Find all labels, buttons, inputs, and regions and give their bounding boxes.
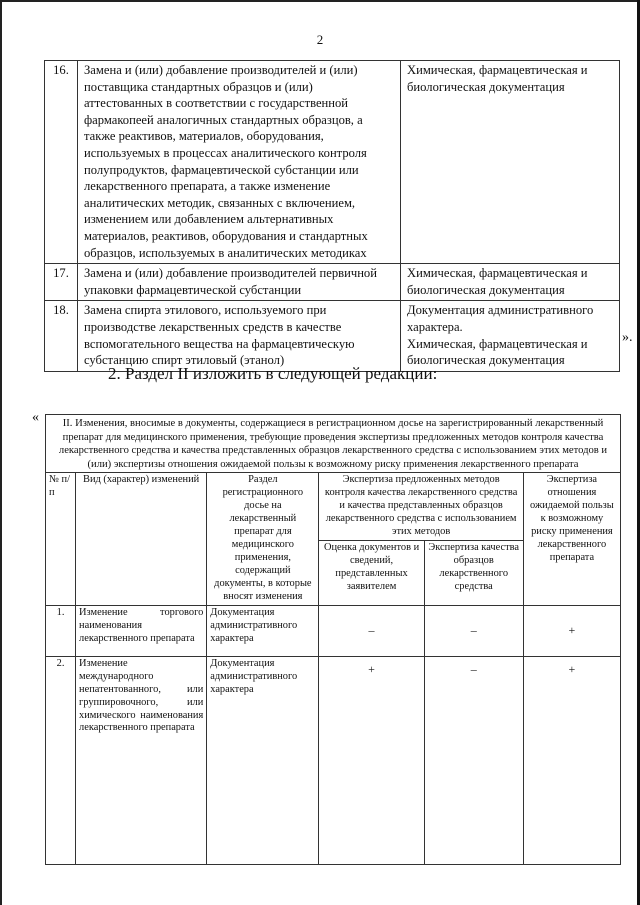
amendment-paragraph: 2. Раздел II изложить в следующей редакции: (108, 364, 438, 383)
samples-mark: – (424, 656, 523, 864)
risk-mark: + (523, 605, 620, 656)
dossier-section: Химическая, фармацевтическая и биологическая документация (401, 61, 620, 264)
dossier-section (401, 301, 620, 371)
header-evaluation: Оценка документов и сведений, представленных заявителем (319, 540, 424, 605)
change-description: Замена и (или) добавление производителей и (или) поставщика стандартных образцов и (или) аттестованных в соответствии с государственной фармакопеей аналогичных стандартных образцов, а также реактивов, материалов, оборудования, используемых в процессах аналитического контроля полупродуктов, фармацевтической субстанции или лекарственного препарата, а также изменение аналитических методик, связанных с включением, изменением или добавлением альтернативных материалов, реактивов, оборудования и стандартных образцов, используемых в аналитических методиках (78, 61, 401, 264)
risk-mark: + (523, 656, 620, 864)
header-number: № п/п (46, 473, 76, 606)
table-row (46, 605, 621, 656)
opening-quote: « (32, 410, 39, 425)
change-kind: Изменение торгового наименования лекарственного препарата (76, 605, 207, 656)
row-number: 1. (46, 605, 76, 656)
table-header-row (46, 473, 621, 541)
evaluation-mark: + (319, 656, 424, 864)
dossier-section-line: Химическая, фармацевтическая и биологическая документация (407, 336, 588, 368)
table-title-row (46, 415, 621, 473)
table-row (45, 264, 620, 301)
dossier-section: Химическая, фармацевтическая и биологическая документация (401, 264, 620, 301)
change-kind: Изменение международного непатентованного, или группировочного, или химического наименования лекарственного препарата (76, 656, 207, 864)
row-number: 2. (46, 656, 76, 864)
header-methods-group: Экспертиза предложенных методов контроля качества лекарственного средства и качества представленных образцов лекарственного средства с использованием этих методов (319, 473, 523, 541)
dossier-section: Документация административного характера (207, 656, 319, 864)
dossier-section-line: Документация административного характера. (407, 303, 594, 334)
evaluation-mark: – (319, 605, 424, 656)
change-description: Замена спирта этилового, используемого при производстве лекарственных средств в качестве вспомогательного вещества на фармацевтическую субстанцию спирт этиловый (этанол) (78, 301, 401, 371)
header-samples: Экспертиза качества образцов лекарственного средства (424, 540, 523, 605)
changes-table-continued (44, 60, 620, 372)
row-number: 18. (45, 301, 78, 371)
row-number: 17. (45, 264, 78, 301)
page-number: 2 (316, 32, 324, 47)
table-row (45, 301, 620, 371)
table-title: II. Изменения, вносимые в документы, содержащиеся в регистрационном досье на зарегистрированный лекарственный препарат для медицинского применения, требующие проведения экспертизы предложенных методов контроля качества лекарственного средства и качества представленных образцов лекарственного средства с использованием этих методов и (или) экспертизы отношения ожидаемой пользы к возможному риску применения лекарственного препарата (46, 415, 621, 473)
change-description: Замена и (или) добавление производителей первичной упаковки фармацевтической субстанции (78, 264, 401, 301)
table-row (45, 61, 620, 264)
header-kind: Вид (характер) изменений (76, 473, 207, 606)
table-row (46, 656, 621, 864)
samples-mark: – (424, 605, 523, 656)
header-section: Раздел регистрационного досье на лекарственный препарат для медицинского применения, содержащий документы, в которые вносят изменения (207, 473, 319, 606)
closing-quote: ». (622, 330, 633, 345)
page-border-left (0, 0, 2, 905)
section-ii-table (45, 414, 621, 865)
header-risk: Экспертиза отношения ожидаемой пользы к возможному риску применения лекарственного препарата (523, 473, 620, 606)
page-border-top (0, 0, 640, 2)
dossier-section: Документация административного характера (207, 605, 319, 656)
row-number: 16. (45, 61, 78, 264)
